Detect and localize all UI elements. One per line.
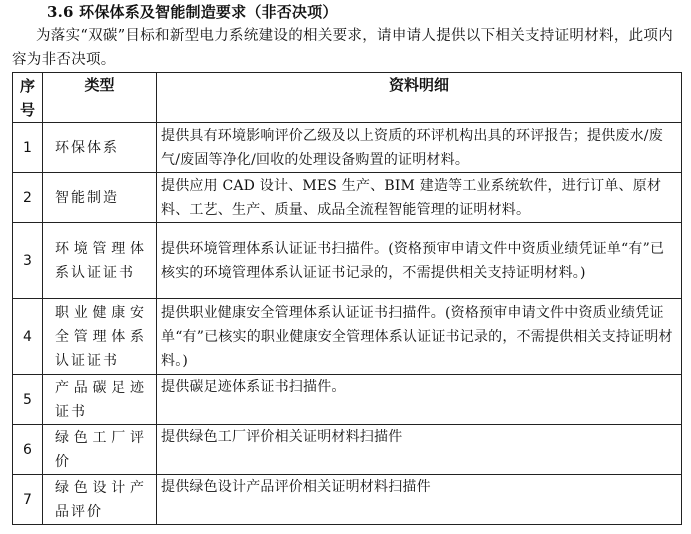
table-row xyxy=(13,123,682,173)
row-type: 绿色设计产品评价 xyxy=(43,475,157,525)
row-detail: 提供绿色工厂评价相关证明材料扫描件 xyxy=(157,425,682,475)
intro-paragraph: 为落实“双碳”目标和新型电力系统建设的相关要求，请申请人提供以下相关支持证明材料，此项内容为非否决项。 xyxy=(12,28,674,68)
row-number: 2 xyxy=(13,173,43,223)
row-number: 4 xyxy=(13,299,43,375)
header-type: 类型 xyxy=(43,73,157,123)
table-header-row xyxy=(13,73,682,123)
header-no-line2: 号 xyxy=(19,100,35,119)
row-type: 环境管理体系认证证书 xyxy=(43,223,157,299)
table-row xyxy=(13,475,682,525)
row-number: 1 xyxy=(13,123,43,173)
row-detail: 提供碳足迹体系证书扫描件。 xyxy=(157,375,682,425)
row-type: 产品碳足迹证书 xyxy=(43,375,157,425)
row-detail: 提供具有环境影响评价乙级及以上资质的环评机构出具的环评报告；提供废水/废气/废固等净化/回收的处理设备购置的证明材料。 xyxy=(157,123,682,173)
table-row xyxy=(13,299,682,375)
table-row xyxy=(13,223,682,299)
row-detail: 提供职业健康安全管理体系认证证书扫描件。(资格预审申请文件中资质业绩凭证单“有”已核实的职业健康安全管理体系认证证书记录的，不需提供相关支持证明材料。) xyxy=(157,299,682,375)
row-detail: 提供绿色设计产品评价相关证明材料扫描件 xyxy=(157,475,682,525)
row-number: 6 xyxy=(13,425,43,475)
section-heading: 3.6 环保体系及智能制造要求（非否决项） xyxy=(47,3,338,21)
table-row xyxy=(13,173,682,223)
row-number: 7 xyxy=(13,475,43,525)
row-number: 5 xyxy=(13,375,43,425)
row-detail: 提供环境管理体系认证证书扫描件。(资格预审申请文件中资质业绩凭证单“有”已核实的环境管理体系认证证书记录的，不需提供相关支持证明材料。) xyxy=(157,223,682,299)
row-detail: 提供应用 CAD 设计、MES 生产、BIM 建造等工业系统软件，进行订单、原材料、工艺、生产、质量、成品全流程智能管理的证明材料。 xyxy=(157,173,682,223)
table-row xyxy=(13,425,682,475)
row-number: 3 xyxy=(13,223,43,299)
row-type: 智能制造 xyxy=(43,173,157,223)
requirements-table xyxy=(12,72,682,525)
row-type: 环保体系 xyxy=(43,123,157,173)
row-type: 绿色工厂评价 xyxy=(43,425,157,475)
table-row xyxy=(13,375,682,425)
header-detail: 资料明细 xyxy=(157,73,682,123)
row-type: 职业健康安全管理体系认证证书 xyxy=(43,299,157,375)
header-no-line1: 序 xyxy=(19,76,35,95)
header-no xyxy=(13,73,43,123)
